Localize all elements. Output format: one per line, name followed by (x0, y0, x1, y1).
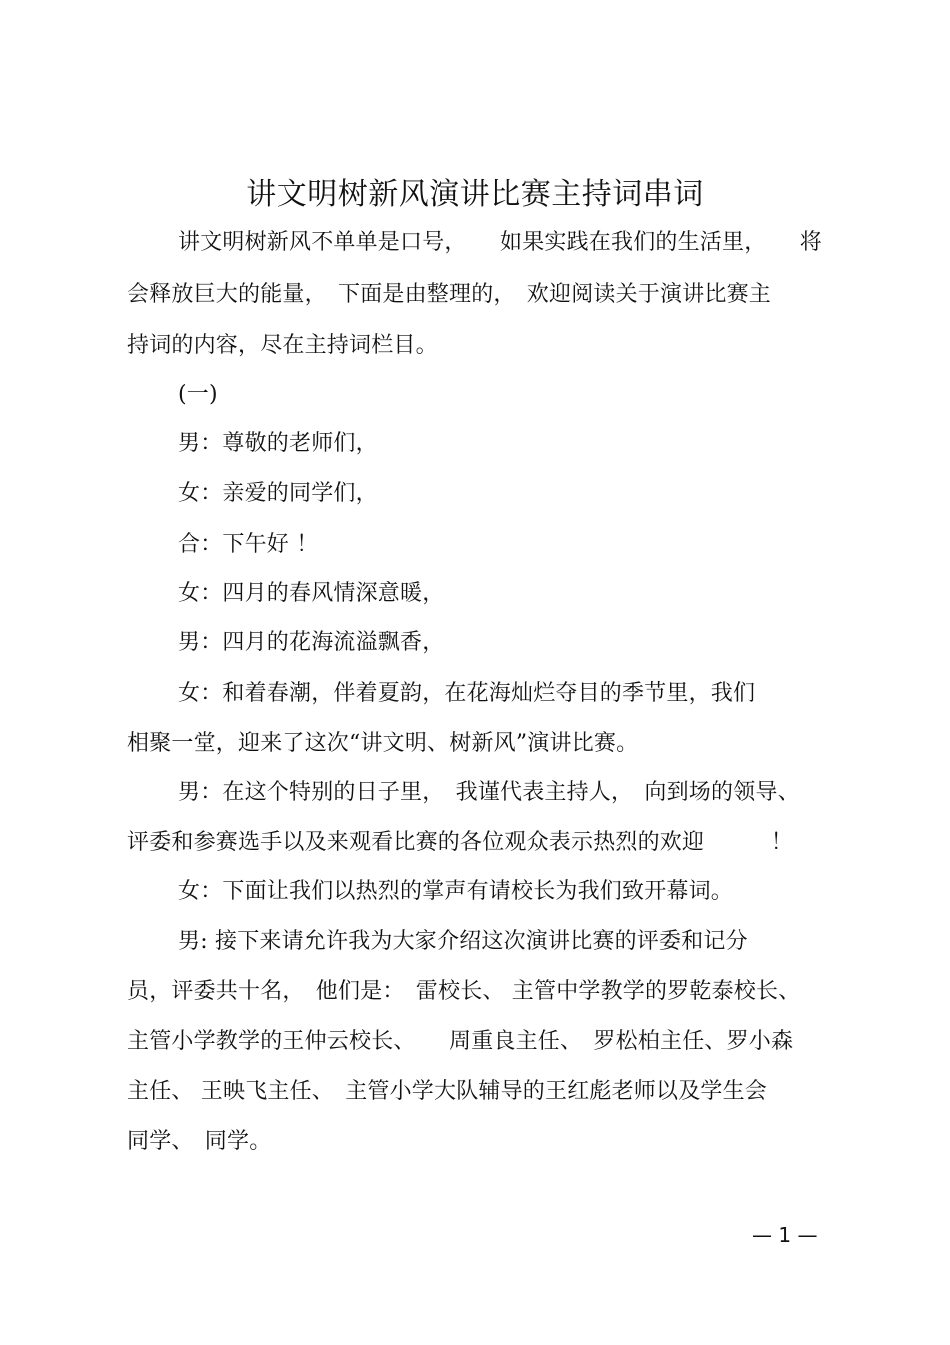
paragraph-line-intro-3: 持词的内容，尽在主持词栏目。 (127, 333, 438, 358)
dialogue-line: 女：下面让我们以热烈的掌声有请校长为我们致开幕词。 (178, 879, 734, 904)
dialogue-line: 合：下午好 ！ (178, 532, 319, 557)
dialogue-line: 男：尊敬的老师们， (178, 431, 378, 456)
dialogue-line: 女：亲爱的同学们， (178, 481, 378, 506)
dialogue-line-continued: 主管小学教学的王仲云校长、 周重良主任、 罗松柏主任、罗小森 (127, 1029, 794, 1054)
dialogue-line-continued: 同学、 同学。 (127, 1129, 272, 1154)
dialogue-line: 男：在这个特别的日子里， 我谨代表主持人， 向到场的领导、 (178, 780, 800, 805)
dialogue-line-continued: 员，评委共十名， 他们是： 雷校长、 主管中学教学的罗乾泰校长、 (127, 979, 801, 1004)
dialogue-line: 女：四月的春风情深意暖， (178, 581, 445, 606)
document-title: 讲文明树新风演讲比赛主持词串词 (246, 177, 704, 212)
dialogue-line: 女：和着春潮，伴着夏韵，在花海灿烂夺目的季节里，我们 (178, 681, 756, 706)
dialogue-line-continued: 相聚一堂，迎来了这次“讲文明、树新风”演讲比赛。 (127, 731, 639, 756)
dialogue-line: 男: 接下来请允许我为大家介绍这次演讲比赛的评委和记分 (178, 929, 748, 954)
section-heading: (一) (178, 382, 218, 407)
paragraph-line-intro-1: 讲文明树新风不单单是口号， 如果实践在我们的生活里， 将 (178, 230, 823, 255)
paragraph-line-intro-2: 会释放巨大的能量， 下面是由整理的， 欢迎阅读关于演讲比赛主 (127, 282, 772, 307)
dialogue-line: 男：四月的花海流溢飘香， (178, 630, 445, 655)
dialogue-line-continued: 评委和参赛选手以及来观看比赛的各位观众表示热烈的欢迎 ！ (127, 830, 794, 855)
page-number: — 1 — (752, 1223, 818, 1247)
dialogue-line-continued: 主任、 王映飞主任、 主管小学大队辅导的王红彪老师以及学生会 (127, 1079, 767, 1104)
